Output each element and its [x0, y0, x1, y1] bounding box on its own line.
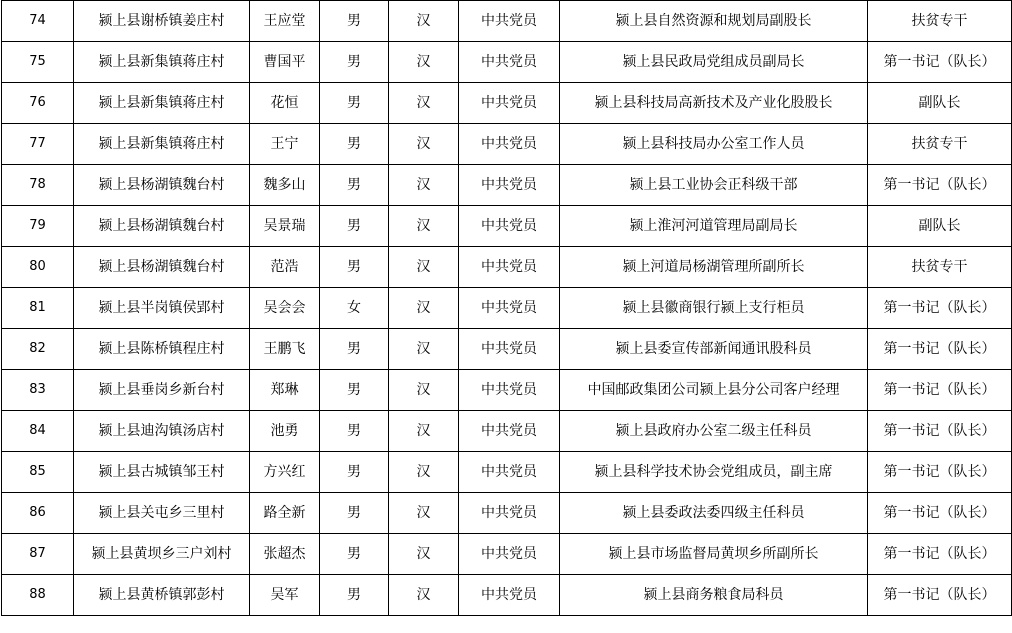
- person-name-cell: 花恒: [250, 83, 320, 124]
- ethnicity-cell: 汉: [389, 534, 459, 575]
- row-number-cell: 88: [2, 575, 74, 616]
- person-name-cell: 王鹏飞: [250, 329, 320, 370]
- gender-cell: 男: [320, 247, 389, 288]
- village-cell: 颍上县杨湖镇魏台村: [74, 165, 250, 206]
- row-number-cell: 76: [2, 83, 74, 124]
- personnel-table: [1, 0, 1012, 616]
- party-affiliation-cell: 中共党员: [459, 42, 560, 83]
- assigned-role-cell: 第一书记（队长）: [868, 42, 1012, 83]
- person-name-cell: 张超杰: [250, 534, 320, 575]
- work-unit-position-cell: 中国邮政集团公司颍上县分公司客户经理: [560, 370, 868, 411]
- table-row: [2, 452, 1012, 493]
- person-name-cell: 池勇: [250, 411, 320, 452]
- work-unit-position-cell: 颍上县自然资源和规划局副股长: [560, 1, 868, 42]
- party-affiliation-cell: 中共党员: [459, 329, 560, 370]
- table-row: [2, 329, 1012, 370]
- row-number-cell: 81: [2, 288, 74, 329]
- table-row: [2, 124, 1012, 165]
- work-unit-position-cell: 颍上县民政局党组成员副局长: [560, 42, 868, 83]
- table-row: [2, 1, 1012, 42]
- party-affiliation-cell: 中共党员: [459, 575, 560, 616]
- table-row: [2, 42, 1012, 83]
- village-cell: 颍上县半岗镇侯郢村: [74, 288, 250, 329]
- row-number-cell: 77: [2, 124, 74, 165]
- table-row: [2, 411, 1012, 452]
- assigned-role-cell: 副队长: [868, 83, 1012, 124]
- ethnicity-cell: 汉: [389, 411, 459, 452]
- person-name-cell: 曹国平: [250, 42, 320, 83]
- ethnicity-cell: 汉: [389, 165, 459, 206]
- person-name-cell: 魏多山: [250, 165, 320, 206]
- party-affiliation-cell: 中共党员: [459, 493, 560, 534]
- assigned-role-cell: 第一书记（队长）: [868, 288, 1012, 329]
- gender-cell: 男: [320, 83, 389, 124]
- party-affiliation-cell: 中共党员: [459, 165, 560, 206]
- gender-cell: 男: [320, 206, 389, 247]
- row-number-cell: 87: [2, 534, 74, 575]
- assigned-role-cell: 第一书记（队长）: [868, 411, 1012, 452]
- table-row: [2, 370, 1012, 411]
- ethnicity-cell: 汉: [389, 247, 459, 288]
- ethnicity-cell: 汉: [389, 42, 459, 83]
- village-cell: 颍上县新集镇蒋庄村: [74, 124, 250, 165]
- row-number-cell: 74: [2, 1, 74, 42]
- assigned-role-cell: 扶贫专干: [868, 1, 1012, 42]
- table-row: [2, 534, 1012, 575]
- assigned-role-cell: 第一书记（队长）: [868, 329, 1012, 370]
- gender-cell: 男: [320, 165, 389, 206]
- assigned-role-cell: 副队长: [868, 206, 1012, 247]
- gender-cell: 男: [320, 575, 389, 616]
- gender-cell: 男: [320, 534, 389, 575]
- work-unit-position-cell: 颍上县商务粮食局科员: [560, 575, 868, 616]
- village-cell: 颍上县新集镇蒋庄村: [74, 42, 250, 83]
- row-number-cell: 78: [2, 165, 74, 206]
- assigned-role-cell: 第一书记（队长）: [868, 534, 1012, 575]
- gender-cell: 男: [320, 1, 389, 42]
- party-affiliation-cell: 中共党员: [459, 452, 560, 493]
- row-number-cell: 82: [2, 329, 74, 370]
- work-unit-position-cell: 颍上县委宣传部新闻通讯股科员: [560, 329, 868, 370]
- work-unit-position-cell: 颍上县科学技术协会党组成员，副主席: [560, 452, 868, 493]
- row-number-cell: 79: [2, 206, 74, 247]
- row-number-cell: 85: [2, 452, 74, 493]
- gender-cell: 男: [320, 42, 389, 83]
- work-unit-position-cell: 颍上县科技局办公室工作人员: [560, 124, 868, 165]
- person-name-cell: 路全新: [250, 493, 320, 534]
- party-affiliation-cell: 中共党员: [459, 370, 560, 411]
- person-name-cell: 方兴红: [250, 452, 320, 493]
- village-cell: 颍上县新集镇蒋庄村: [74, 83, 250, 124]
- gender-cell: 男: [320, 452, 389, 493]
- row-number-cell: 83: [2, 370, 74, 411]
- gender-cell: 男: [320, 124, 389, 165]
- person-name-cell: 王宁: [250, 124, 320, 165]
- work-unit-position-cell: 颍上县徽商银行颍上支行柜员: [560, 288, 868, 329]
- gender-cell: 男: [320, 329, 389, 370]
- work-unit-position-cell: 颍上县委政法委四级主任科员: [560, 493, 868, 534]
- ethnicity-cell: 汉: [389, 493, 459, 534]
- person-name-cell: 范浩: [250, 247, 320, 288]
- table-row: [2, 165, 1012, 206]
- ethnicity-cell: 汉: [389, 124, 459, 165]
- party-affiliation-cell: 中共党员: [459, 247, 560, 288]
- village-cell: 颍上县黄坝乡三户刘村: [74, 534, 250, 575]
- table-row: [2, 83, 1012, 124]
- village-cell: 颍上县迪沟镇汤店村: [74, 411, 250, 452]
- village-cell: 颍上县陈桥镇程庄村: [74, 329, 250, 370]
- village-cell: 颍上县垂岗乡新台村: [74, 370, 250, 411]
- village-cell: 颍上县古城镇邹王村: [74, 452, 250, 493]
- work-unit-position-cell: 颍上县科技局高新技术及产业化股股长: [560, 83, 868, 124]
- village-cell: 颍上县杨湖镇魏台村: [74, 247, 250, 288]
- party-affiliation-cell: 中共党员: [459, 534, 560, 575]
- person-name-cell: 吴军: [250, 575, 320, 616]
- work-unit-position-cell: 颍上河道局杨湖管理所副所长: [560, 247, 868, 288]
- assigned-role-cell: 第一书记（队长）: [868, 370, 1012, 411]
- table-row: [2, 288, 1012, 329]
- ethnicity-cell: 汉: [389, 1, 459, 42]
- table-row: [2, 493, 1012, 534]
- person-name-cell: 郑琳: [250, 370, 320, 411]
- gender-cell: 男: [320, 370, 389, 411]
- work-unit-position-cell: 颍上县政府办公室二级主任科员: [560, 411, 868, 452]
- ethnicity-cell: 汉: [389, 575, 459, 616]
- village-cell: 颍上县关屯乡三里村: [74, 493, 250, 534]
- party-affiliation-cell: 中共党员: [459, 206, 560, 247]
- village-cell: 颍上县谢桥镇姜庄村: [74, 1, 250, 42]
- gender-cell: 女: [320, 288, 389, 329]
- party-affiliation-cell: 中共党员: [459, 83, 560, 124]
- party-affiliation-cell: 中共党员: [459, 411, 560, 452]
- work-unit-position-cell: 颍上县市场监督局黄坝乡所副所长: [560, 534, 868, 575]
- assigned-role-cell: 第一书记（队长）: [868, 165, 1012, 206]
- ethnicity-cell: 汉: [389, 329, 459, 370]
- table-body: [2, 1, 1012, 616]
- ethnicity-cell: 汉: [389, 83, 459, 124]
- assigned-role-cell: 扶贫专干: [868, 247, 1012, 288]
- assigned-role-cell: 扶贫专干: [868, 124, 1012, 165]
- person-name-cell: 王应堂: [250, 1, 320, 42]
- ethnicity-cell: 汉: [389, 288, 459, 329]
- village-cell: 颍上县黄桥镇郭彭村: [74, 575, 250, 616]
- assigned-role-cell: 第一书记（队长）: [868, 575, 1012, 616]
- party-affiliation-cell: 中共党员: [459, 288, 560, 329]
- ethnicity-cell: 汉: [389, 370, 459, 411]
- table-row: [2, 247, 1012, 288]
- table-row: [2, 206, 1012, 247]
- party-affiliation-cell: 中共党员: [459, 1, 560, 42]
- row-number-cell: 86: [2, 493, 74, 534]
- person-name-cell: 吴会会: [250, 288, 320, 329]
- row-number-cell: 80: [2, 247, 74, 288]
- ethnicity-cell: 汉: [389, 452, 459, 493]
- table-row: [2, 575, 1012, 616]
- assigned-role-cell: 第一书记（队长）: [868, 493, 1012, 534]
- party-affiliation-cell: 中共党员: [459, 124, 560, 165]
- work-unit-position-cell: 颍上淮河河道管理局副局长: [560, 206, 868, 247]
- village-cell: 颍上县杨湖镇魏台村: [74, 206, 250, 247]
- gender-cell: 男: [320, 493, 389, 534]
- person-name-cell: 吴景瑞: [250, 206, 320, 247]
- assigned-role-cell: 第一书记（队长）: [868, 452, 1012, 493]
- gender-cell: 男: [320, 411, 389, 452]
- row-number-cell: 84: [2, 411, 74, 452]
- row-number-cell: 75: [2, 42, 74, 83]
- work-unit-position-cell: 颍上县工业协会正科级干部: [560, 165, 868, 206]
- ethnicity-cell: 汉: [389, 206, 459, 247]
